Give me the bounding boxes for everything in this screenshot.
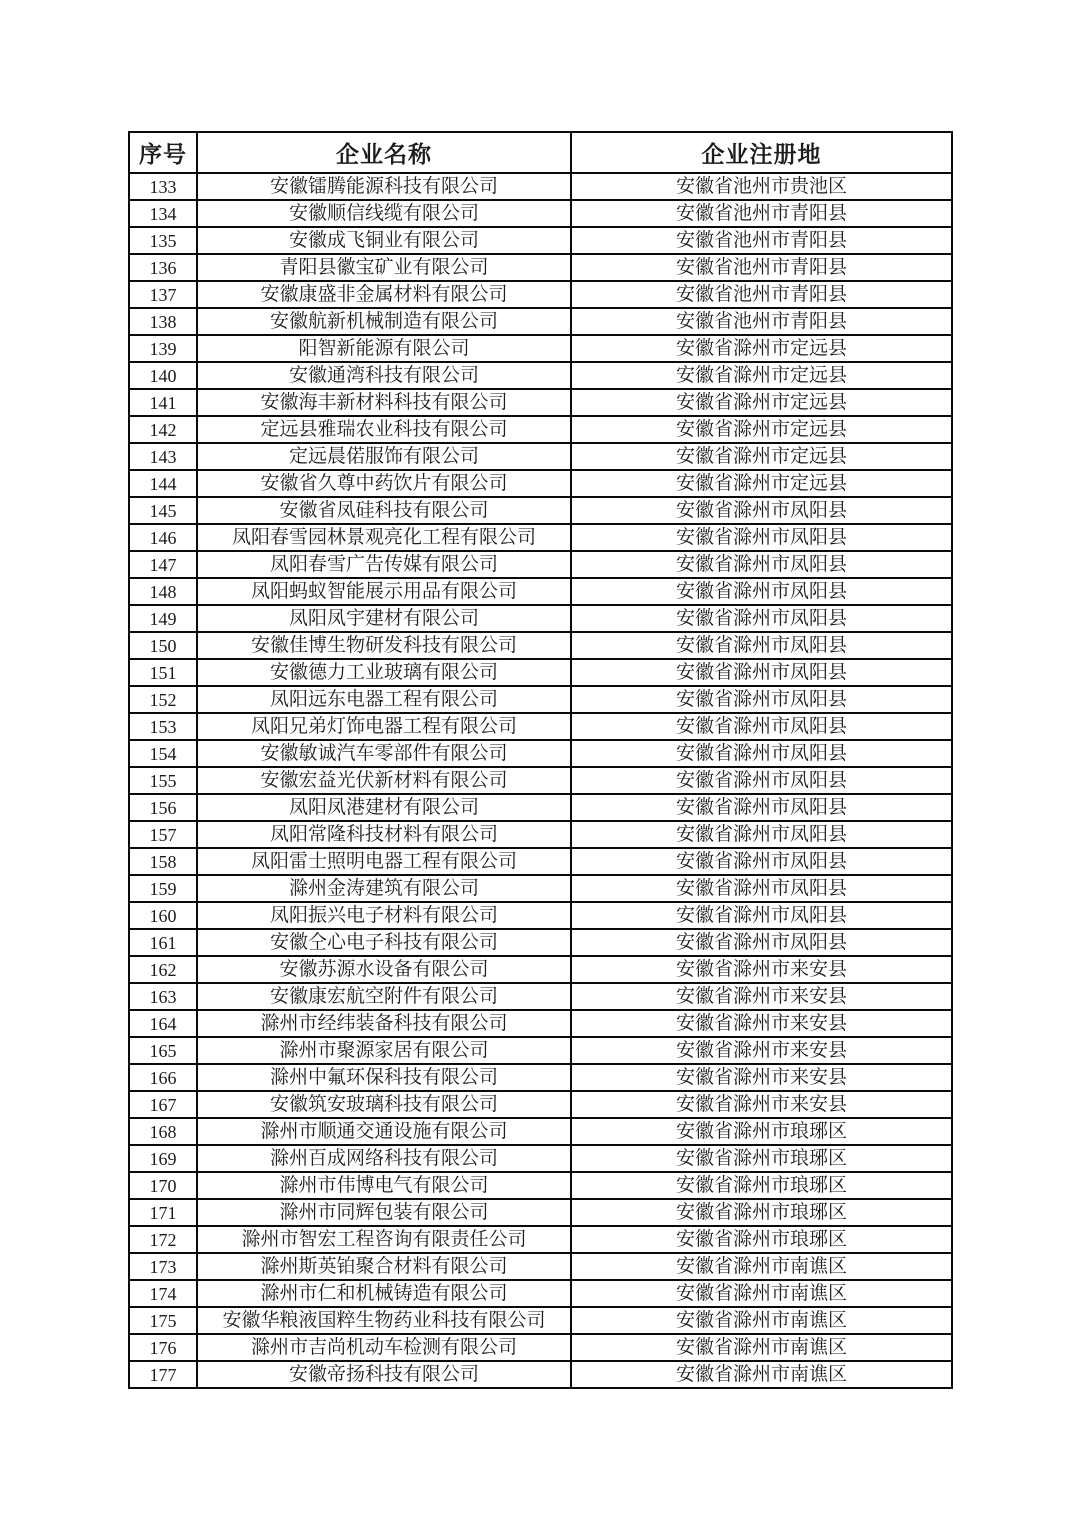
- serial-number-cell: 147: [129, 551, 197, 578]
- serial-number-cell: 162: [129, 956, 197, 983]
- table-row: [129, 281, 952, 308]
- table-row: [129, 254, 952, 281]
- table-row: [129, 335, 952, 362]
- serial-number-cell: 166: [129, 1064, 197, 1091]
- table-row: [129, 470, 952, 497]
- registration-place-cell: 安徽省滁州市定远县: [571, 362, 952, 389]
- registration-place-cell: 安徽省滁州市南谯区: [571, 1280, 952, 1307]
- registration-place-cell: 安徽省滁州市定远县: [571, 470, 952, 497]
- serial-number-cell: 144: [129, 470, 197, 497]
- company-name-cell: 安徽顺信线缆有限公司: [197, 200, 571, 227]
- serial-number-cell: 138: [129, 308, 197, 335]
- company-name-cell: 凤阳凤宇建材有限公司: [197, 605, 571, 632]
- company-name-cell: 青阳县徽宝矿业有限公司: [197, 254, 571, 281]
- column-header-company-name: 企业名称: [197, 132, 571, 173]
- registration-place-cell: 安徽省滁州市凤阳县: [571, 578, 952, 605]
- registration-place-cell: 安徽省滁州市凤阳县: [571, 659, 952, 686]
- table-row: [129, 740, 952, 767]
- table-row: [129, 1118, 952, 1145]
- registration-place-cell: 安徽省滁州市来安县: [571, 1064, 952, 1091]
- registration-place-cell: 安徽省滁州市琅琊区: [571, 1226, 952, 1253]
- serial-number-cell: 133: [129, 173, 197, 200]
- registration-place-cell: 安徽省滁州市凤阳县: [571, 551, 952, 578]
- table-row: [129, 767, 952, 794]
- table-row: [129, 1334, 952, 1361]
- registration-place-cell: 安徽省滁州市凤阳县: [571, 821, 952, 848]
- company-name-cell: 滁州百成网络科技有限公司: [197, 1145, 571, 1172]
- company-name-cell: 定远晨偌服饰有限公司: [197, 443, 571, 470]
- serial-number-cell: 175: [129, 1307, 197, 1334]
- table-row: [129, 1037, 952, 1064]
- table-row: [129, 713, 952, 740]
- company-name-cell: 凤阳振兴电子材料有限公司: [197, 902, 571, 929]
- registration-place-cell: 安徽省滁州市凤阳县: [571, 605, 952, 632]
- serial-number-cell: 173: [129, 1253, 197, 1280]
- company-name-cell: 凤阳春雪广告传媒有限公司: [197, 551, 571, 578]
- registration-place-cell: 安徽省滁州市定远县: [571, 416, 952, 443]
- serial-number-cell: 160: [129, 902, 197, 929]
- company-name-cell: 滁州斯英铂聚合材料有限公司: [197, 1253, 571, 1280]
- registration-place-cell: 安徽省滁州市来安县: [571, 1091, 952, 1118]
- company-name-cell: 凤阳远东电器工程有限公司: [197, 686, 571, 713]
- table-row: [129, 200, 952, 227]
- company-name-cell: 安徽德力工业玻璃有限公司: [197, 659, 571, 686]
- registration-place-cell: 安徽省滁州市凤阳县: [571, 686, 952, 713]
- company-name-cell: 滁州市仁和机械铸造有限公司: [197, 1280, 571, 1307]
- company-name-cell: 安徽仝心电子科技有限公司: [197, 929, 571, 956]
- table-row: [129, 1280, 952, 1307]
- registration-place-cell: 安徽省池州市青阳县: [571, 227, 952, 254]
- serial-number-cell: 139: [129, 335, 197, 362]
- registration-place-cell: 安徽省滁州市凤阳县: [571, 875, 952, 902]
- header-row: [129, 132, 952, 173]
- registration-place-cell: 安徽省滁州市南谯区: [571, 1253, 952, 1280]
- serial-number-cell: 134: [129, 200, 197, 227]
- company-name-cell: 安徽康宏航空附件有限公司: [197, 983, 571, 1010]
- table-row: [129, 524, 952, 551]
- company-name-cell: 凤阳兄弟灯饰电器工程有限公司: [197, 713, 571, 740]
- serial-number-cell: 159: [129, 875, 197, 902]
- table-row: [129, 308, 952, 335]
- company-name-cell: 滁州市经纬装备科技有限公司: [197, 1010, 571, 1037]
- registration-place-cell: 安徽省滁州市琅琊区: [571, 1172, 952, 1199]
- registration-place-cell: 安徽省滁州市来安县: [571, 983, 952, 1010]
- company-name-cell: 滁州市顺通交通设施有限公司: [197, 1118, 571, 1145]
- serial-number-cell: 155: [129, 767, 197, 794]
- company-name-cell: 滁州金涛建筑有限公司: [197, 875, 571, 902]
- company-name-cell: 凤阳常隆科技材料有限公司: [197, 821, 571, 848]
- company-name-cell: 凤阳凤港建材有限公司: [197, 794, 571, 821]
- registration-place-cell: 安徽省滁州市南谯区: [571, 1307, 952, 1334]
- table-row: [129, 1253, 952, 1280]
- table-row: [129, 1064, 952, 1091]
- table-row: [129, 578, 952, 605]
- registration-place-cell: 安徽省滁州市凤阳县: [571, 497, 952, 524]
- company-name-cell: 凤阳蚂蚁智能展示用品有限公司: [197, 578, 571, 605]
- company-name-cell: 滁州市吉尚机动车检测有限公司: [197, 1334, 571, 1361]
- registration-place-cell: 安徽省滁州市琅琊区: [571, 1145, 952, 1172]
- registration-place-cell: 安徽省滁州市凤阳县: [571, 740, 952, 767]
- company-name-cell: 安徽省凤硅科技有限公司: [197, 497, 571, 524]
- table-row: [129, 1361, 952, 1388]
- registration-place-cell: 安徽省滁州市凤阳县: [571, 848, 952, 875]
- serial-number-cell: 140: [129, 362, 197, 389]
- company-name-cell: 安徽筑安玻璃科技有限公司: [197, 1091, 571, 1118]
- table-row: [129, 632, 952, 659]
- registration-place-cell: 安徽省滁州市琅琊区: [571, 1118, 952, 1145]
- company-name-cell: 凤阳春雪园林景观亮化工程有限公司: [197, 524, 571, 551]
- registration-place-cell: 安徽省滁州市凤阳县: [571, 767, 952, 794]
- company-name-cell: 滁州市聚源家居有限公司: [197, 1037, 571, 1064]
- serial-number-cell: 154: [129, 740, 197, 767]
- table-row: [129, 929, 952, 956]
- company-name-cell: 滁州市智宏工程咨询有限责任公司: [197, 1226, 571, 1253]
- table-row: [129, 686, 952, 713]
- company-name-cell: 凤阳雷士照明电器工程有限公司: [197, 848, 571, 875]
- company-registration-table: [128, 131, 953, 1389]
- serial-number-cell: 156: [129, 794, 197, 821]
- serial-number-cell: 167: [129, 1091, 197, 1118]
- registration-place-cell: 安徽省滁州市定远县: [571, 443, 952, 470]
- company-name-cell: 安徽航新机械制造有限公司: [197, 308, 571, 335]
- registration-place-cell: 安徽省滁州市南谯区: [571, 1334, 952, 1361]
- serial-number-cell: 136: [129, 254, 197, 281]
- serial-number-cell: 137: [129, 281, 197, 308]
- registration-place-cell: 安徽省滁州市南谯区: [571, 1361, 952, 1388]
- serial-number-cell: 145: [129, 497, 197, 524]
- registration-place-cell: 安徽省池州市青阳县: [571, 281, 952, 308]
- table-row: [129, 497, 952, 524]
- company-name-cell: 安徽海丰新材料科技有限公司: [197, 389, 571, 416]
- company-name-cell: 滁州中氟环保科技有限公司: [197, 1064, 571, 1091]
- table-row: [129, 983, 952, 1010]
- serial-number-cell: 150: [129, 632, 197, 659]
- table-row: [129, 875, 952, 902]
- serial-number-cell: 153: [129, 713, 197, 740]
- serial-number-cell: 171: [129, 1199, 197, 1226]
- serial-number-cell: 143: [129, 443, 197, 470]
- table-row: [129, 551, 952, 578]
- serial-number-cell: 172: [129, 1226, 197, 1253]
- serial-number-cell: 157: [129, 821, 197, 848]
- table-row: [129, 1145, 952, 1172]
- company-name-cell: 滁州市同辉包装有限公司: [197, 1199, 571, 1226]
- company-name-cell: 安徽宏益光伏新材料有限公司: [197, 767, 571, 794]
- serial-number-cell: 177: [129, 1361, 197, 1388]
- table-row: [129, 902, 952, 929]
- registration-place-cell: 安徽省滁州市凤阳县: [571, 524, 952, 551]
- serial-number-cell: 161: [129, 929, 197, 956]
- column-header-serial-number: 序号: [129, 132, 197, 173]
- company-name-cell: 安徽通湾科技有限公司: [197, 362, 571, 389]
- company-name-cell: 安徽成飞铜业有限公司: [197, 227, 571, 254]
- serial-number-cell: 152: [129, 686, 197, 713]
- serial-number-cell: 168: [129, 1118, 197, 1145]
- table-row: [129, 605, 952, 632]
- serial-number-cell: 164: [129, 1010, 197, 1037]
- registration-place-cell: 安徽省滁州市凤阳县: [571, 713, 952, 740]
- registration-place-cell: 安徽省滁州市凤阳县: [571, 929, 952, 956]
- company-name-cell: 安徽省久尊中药饮片有限公司: [197, 470, 571, 497]
- table-row: [129, 227, 952, 254]
- table-row: [129, 1307, 952, 1334]
- table-row: [129, 659, 952, 686]
- serial-number-cell: 158: [129, 848, 197, 875]
- serial-number-cell: 149: [129, 605, 197, 632]
- table-row: [129, 1091, 952, 1118]
- company-name-cell: 安徽佳博生物研发科技有限公司: [197, 632, 571, 659]
- registration-place-cell: 安徽省池州市贵池区: [571, 173, 952, 200]
- registration-place-cell: 安徽省池州市青阳县: [571, 200, 952, 227]
- table-row: [129, 1172, 952, 1199]
- company-name-cell: 定远县雅瑞农业科技有限公司: [197, 416, 571, 443]
- serial-number-cell: 176: [129, 1334, 197, 1361]
- company-name-cell: 安徽镭腾能源科技有限公司: [197, 173, 571, 200]
- table-row: [129, 848, 952, 875]
- table-row: [129, 794, 952, 821]
- table-row: [129, 1199, 952, 1226]
- table-row: [129, 956, 952, 983]
- serial-number-cell: 148: [129, 578, 197, 605]
- registration-place-cell: 安徽省滁州市来安县: [571, 1010, 952, 1037]
- table-row: [129, 1226, 952, 1253]
- serial-number-cell: 169: [129, 1145, 197, 1172]
- serial-number-cell: 163: [129, 983, 197, 1010]
- registration-place-cell: 安徽省池州市青阳县: [571, 254, 952, 281]
- registration-place-cell: 安徽省滁州市来安县: [571, 956, 952, 983]
- registration-place-cell: 安徽省滁州市定远县: [571, 389, 952, 416]
- company-name-cell: 滁州市伟博电气有限公司: [197, 1172, 571, 1199]
- table-row: [129, 389, 952, 416]
- serial-number-cell: 142: [129, 416, 197, 443]
- table-row: [129, 1010, 952, 1037]
- table-row: [129, 443, 952, 470]
- table-row: [129, 821, 952, 848]
- serial-number-cell: 170: [129, 1172, 197, 1199]
- serial-number-cell: 165: [129, 1037, 197, 1064]
- company-name-cell: 安徽华粮液国粹生物药业科技有限公司: [197, 1307, 571, 1334]
- serial-number-cell: 174: [129, 1280, 197, 1307]
- company-name-cell: 安徽帝扬科技有限公司: [197, 1361, 571, 1388]
- company-name-cell: 安徽苏源水设备有限公司: [197, 956, 571, 983]
- registration-place-cell: 安徽省滁州市凤阳县: [571, 902, 952, 929]
- registration-place-cell: 安徽省滁州市凤阳县: [571, 794, 952, 821]
- column-header-registration-place: 企业注册地: [571, 132, 952, 173]
- registration-place-cell: 安徽省池州市青阳县: [571, 308, 952, 335]
- serial-number-cell: 151: [129, 659, 197, 686]
- serial-number-cell: 135: [129, 227, 197, 254]
- serial-number-cell: 146: [129, 524, 197, 551]
- registration-place-cell: 安徽省滁州市琅琊区: [571, 1199, 952, 1226]
- table-row: [129, 416, 952, 443]
- serial-number-cell: 141: [129, 389, 197, 416]
- table-row: [129, 173, 952, 200]
- company-name-cell: 安徽康盛非金属材料有限公司: [197, 281, 571, 308]
- registration-place-cell: 安徽省滁州市来安县: [571, 1037, 952, 1064]
- registration-place-cell: 安徽省滁州市凤阳县: [571, 632, 952, 659]
- company-name-cell: 阳智新能源有限公司: [197, 335, 571, 362]
- company-name-cell: 安徽敏诚汽车零部件有限公司: [197, 740, 571, 767]
- registration-place-cell: 安徽省滁州市定远县: [571, 335, 952, 362]
- table-row: [129, 362, 952, 389]
